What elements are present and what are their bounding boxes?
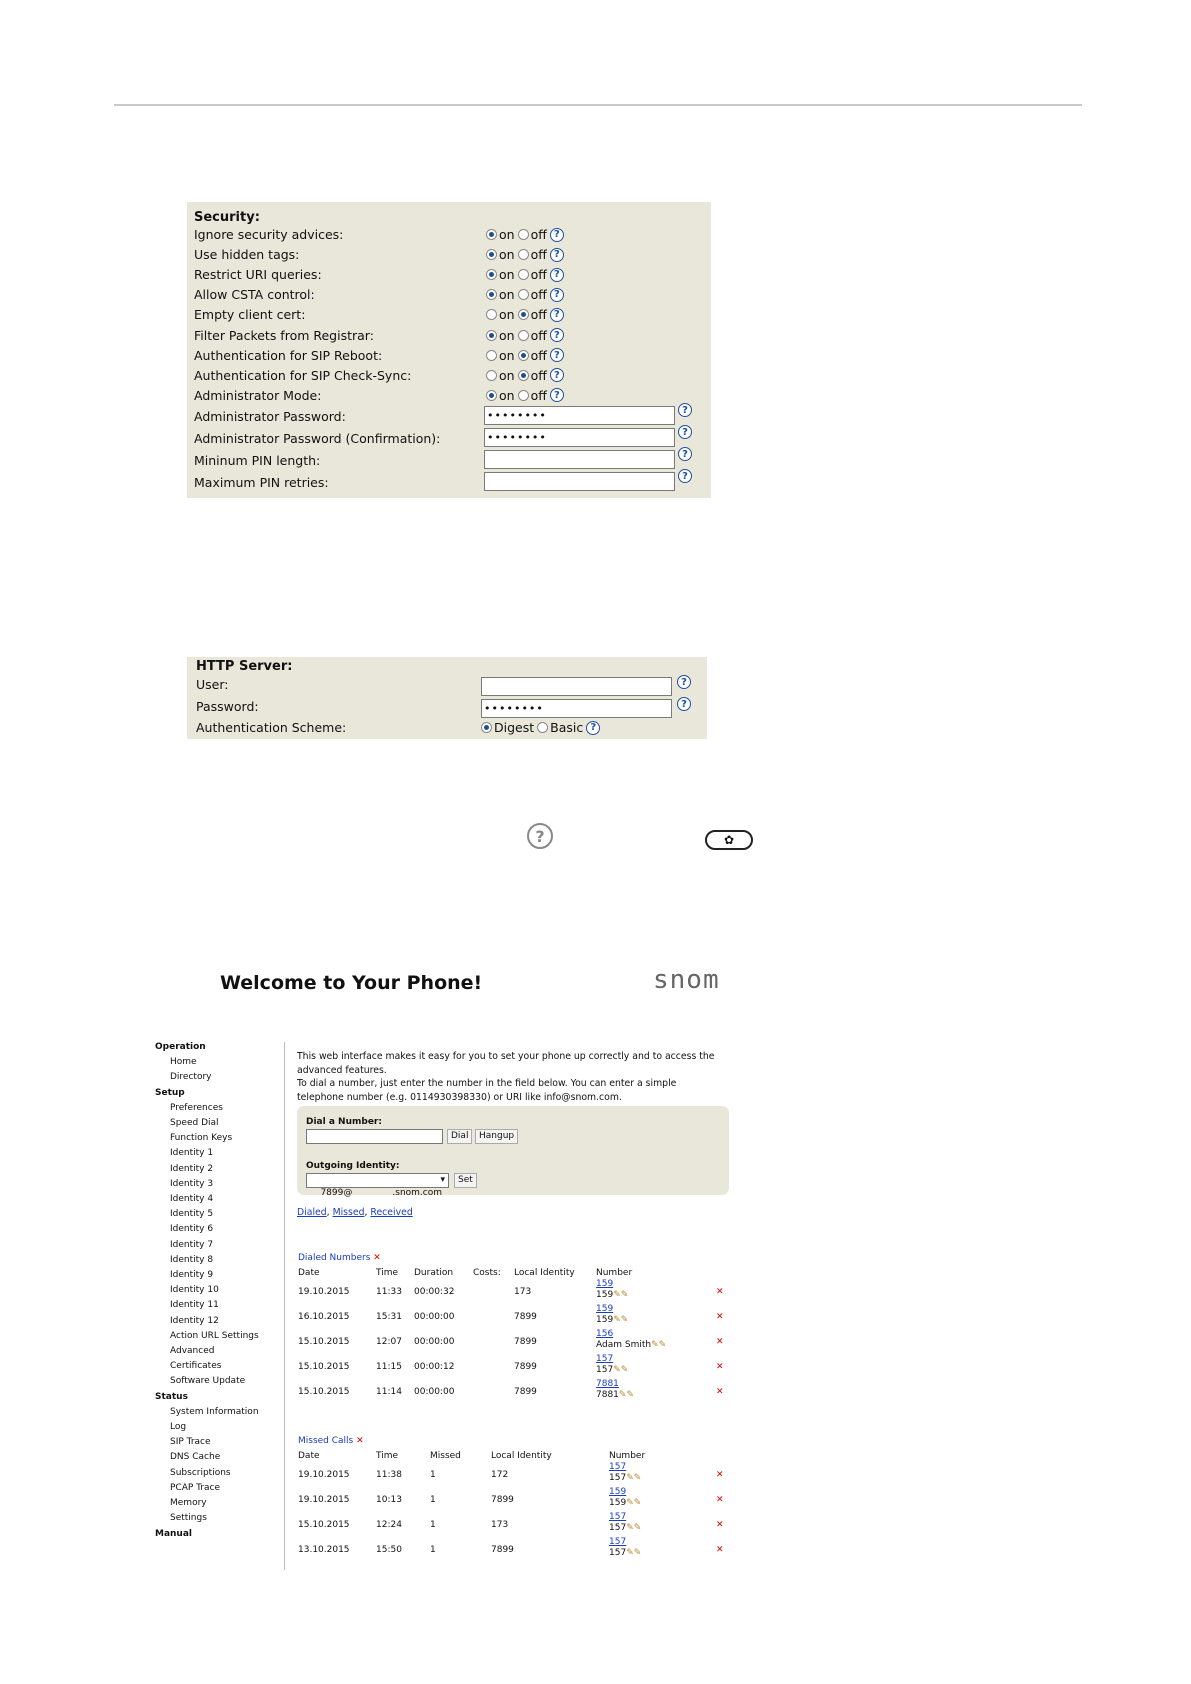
date-cell: 13.10.2015	[298, 1545, 350, 1555]
nav-item[interactable]: Identity 12	[170, 1315, 219, 1326]
local-identity-cell: 7899	[514, 1362, 537, 1372]
help-icon[interactable]: ?	[550, 288, 564, 302]
number-cell	[609, 1498, 641, 1508]
received-link[interactable]: Received	[370, 1207, 413, 1218]
delete-icon[interactable]: ✕	[716, 1495, 724, 1505]
on-radio[interactable]	[486, 370, 497, 381]
off-label: off	[530, 347, 547, 363]
time-cell: 15:50	[376, 1545, 402, 1555]
http-user-row	[187, 675, 707, 695]
nav-item[interactable]: Settings	[170, 1513, 207, 1524]
local-identity-cell: 7899	[491, 1495, 514, 1505]
delete-all-dialed-icon[interactable]: ✕	[373, 1253, 381, 1263]
on-off-radios	[486, 388, 564, 403]
date-cell: 19.10.2015	[298, 1470, 350, 1480]
off-radio[interactable]	[518, 289, 529, 300]
number-cell	[596, 1390, 634, 1400]
on-label: on	[499, 247, 515, 263]
number-link-text[interactable]: 157	[609, 1462, 627, 1472]
off-radio[interactable]	[518, 309, 529, 320]
nav-item[interactable]: Identity 5	[170, 1209, 214, 1220]
delete-icon[interactable]: ✕	[716, 1520, 724, 1530]
number-link[interactable]	[609, 1462, 626, 1472]
http-user-input[interactable]	[481, 677, 672, 696]
on-radio[interactable]	[486, 350, 497, 361]
setting-row	[187, 346, 711, 366]
nav-item[interactable]: Identity 3	[170, 1178, 214, 1189]
number-link-text[interactable]: 159	[596, 1279, 614, 1289]
help-icon[interactable]: ?	[550, 248, 564, 262]
http-server-panel	[187, 657, 707, 739]
web-sidebar-nav	[155, 1040, 259, 1542]
on-radio[interactable]	[486, 390, 497, 401]
edit-icon[interactable]: ✎	[633, 1498, 642, 1508]
setting-label: Filter Packets from Registrar:	[194, 327, 374, 343]
nav-item[interactable]: Identity 2	[170, 1163, 214, 1174]
auth-digest-radio[interactable]	[481, 722, 492, 733]
column-header: Date	[298, 1451, 320, 1461]
off-label: off	[530, 267, 547, 283]
number-text: 157	[609, 1473, 627, 1483]
off-label: off	[530, 307, 547, 323]
on-off-radios	[486, 307, 564, 322]
number-link[interactable]	[596, 1329, 613, 1339]
nav-item[interactable]: Preferences	[170, 1102, 223, 1113]
time-cell: 12:07	[376, 1337, 402, 1347]
date-cell: 15.10.2015	[298, 1387, 350, 1397]
edit-icon[interactable]: ✎	[633, 1548, 642, 1558]
number-link[interactable]	[596, 1279, 613, 1289]
off-label: off	[530, 287, 547, 303]
help-icon[interactable]: ?	[586, 721, 600, 735]
number-text: 159	[596, 1290, 614, 1300]
number-text: 7881	[596, 1390, 619, 1400]
http-auth-row	[187, 718, 707, 738]
on-radio[interactable]	[486, 309, 497, 320]
edit-icon[interactable]: ✎	[613, 1290, 621, 1300]
delete-icon[interactable]: ✕	[716, 1362, 724, 1372]
setting-row	[187, 326, 711, 346]
local-identity-cell: 172	[491, 1470, 509, 1480]
dial-button[interactable]: Dial	[447, 1129, 472, 1144]
edit-icon[interactable]: ✎	[658, 1340, 667, 1350]
edit-icon[interactable]: ✎	[626, 1523, 634, 1533]
on-radio[interactable]	[486, 249, 497, 260]
http-password-row	[187, 697, 707, 717]
edit-icon[interactable]: ✎	[626, 1548, 634, 1558]
nav-item[interactable]: Identity 11	[170, 1300, 219, 1311]
nav-item[interactable]: Speed Dial	[170, 1118, 219, 1129]
settings-key-icon: ✿	[705, 830, 753, 850]
help-icon[interactable]: ?	[550, 308, 564, 322]
nav-section-heading: Status	[155, 1391, 188, 1402]
column-header: Costs:	[473, 1268, 501, 1278]
security-panel	[187, 202, 711, 498]
on-radio[interactable]	[486, 289, 497, 300]
number-link-text[interactable]: 159	[596, 1304, 614, 1314]
edit-icon[interactable]: ✎	[620, 1290, 629, 1300]
delete-icon[interactable]: ✕	[716, 1470, 724, 1480]
time-cell: 12:24	[376, 1520, 402, 1530]
missed-calls-title: Missed Calls ✕	[298, 1436, 364, 1446]
number-text: Adam Smith	[596, 1340, 652, 1350]
nav-section-heading: Manual	[155, 1528, 193, 1539]
setting-label: Administrator Mode:	[194, 387, 322, 403]
help-icon[interactable]: ?	[678, 403, 692, 417]
missed-count-cell: 1	[430, 1520, 436, 1530]
number-cell	[609, 1548, 641, 1558]
number-cell	[596, 1290, 628, 1300]
intro-text-2: To dial a number, just enter the number in the field below. You can enter a simple telephone number (e.g. 0114930398330) or URI like info@snom.com.	[297, 1078, 677, 1103]
date-cell: 16.10.2015	[298, 1312, 350, 1322]
missed-count-cell: 1	[430, 1495, 436, 1505]
number-cell	[596, 1315, 628, 1325]
help-icon[interactable]: ?	[677, 675, 691, 689]
off-radio[interactable]	[518, 229, 529, 240]
on-label: on	[499, 267, 515, 283]
local-identity-cell: 7899	[514, 1387, 537, 1397]
intro-text-1: This web interface makes it easy for you to set your phone up correctly and to access the advanced features.	[297, 1051, 715, 1076]
edit-icon[interactable]: ✎	[620, 1315, 629, 1325]
setting-row	[187, 225, 711, 245]
setting-row	[187, 426, 711, 449]
off-radio[interactable]	[518, 249, 529, 260]
setting-row	[187, 245, 711, 265]
date-cell: 15.10.2015	[298, 1520, 350, 1530]
auth-scheme-radios	[481, 720, 600, 735]
setting-label: Empty client cert:	[194, 307, 306, 323]
nav-item[interactable]: Identity 6	[170, 1224, 214, 1235]
nav-item[interactable]: System Information	[170, 1406, 259, 1417]
nav-item[interactable]: Subscriptions	[170, 1467, 231, 1478]
setting-label: Mininum PIN length:	[194, 453, 321, 468]
setting-input[interactable]	[484, 472, 675, 491]
setting-row	[187, 404, 711, 427]
chevron-down-icon: ▾	[440, 1175, 445, 1185]
setting-label: Authentication for SIP Check-Sync:	[194, 367, 412, 383]
nav-item[interactable]: DNS Cache	[170, 1452, 221, 1463]
help-icon[interactable]: ?	[678, 447, 692, 461]
setting-row	[187, 386, 711, 406]
column-header: Date	[298, 1268, 320, 1278]
number-link-text[interactable]: 156	[596, 1329, 614, 1339]
local-identity-cell: 7899	[514, 1337, 537, 1347]
column-header: Duration	[414, 1268, 454, 1278]
column-header: Missed	[430, 1451, 461, 1461]
delete-all-missed-icon[interactable]: ✕	[356, 1436, 364, 1446]
setting-label: Ignore security advices:	[194, 227, 344, 242]
date-cell: 19.10.2015	[298, 1495, 350, 1505]
date-cell: 19.10.2015	[298, 1287, 350, 1297]
setting-row	[187, 470, 711, 493]
edit-icon[interactable]: ✎	[651, 1340, 659, 1350]
setting-row	[187, 366, 711, 386]
setting-row	[187, 265, 711, 285]
number-link[interactable]	[609, 1512, 626, 1522]
nav-item[interactable]: Function Keys	[170, 1133, 233, 1144]
date-cell: 15.10.2015	[298, 1362, 350, 1372]
number-cell	[609, 1473, 641, 1483]
duration-cell: 00:00:12	[414, 1362, 455, 1372]
off-radio[interactable]	[518, 350, 529, 361]
column-header: Time	[376, 1268, 399, 1278]
time-cell: 10:13	[376, 1495, 402, 1505]
help-icon[interactable]: ?	[550, 388, 564, 402]
setting-input[interactable]: ••••••••	[484, 406, 675, 425]
setting-label: Use hidden tags:	[194, 247, 300, 263]
dial-input[interactable]	[306, 1129, 443, 1144]
help-icon[interactable]: ?	[550, 228, 564, 242]
on-off-radios	[486, 267, 564, 282]
number-text: 159	[596, 1315, 614, 1325]
date-cell: 15.10.2015	[298, 1337, 350, 1347]
delete-icon[interactable]: ✕	[716, 1337, 724, 1347]
auth-basic-label: Basic	[550, 720, 584, 735]
snom-logo: snom	[653, 965, 720, 995]
nav-section-heading: Setup	[155, 1087, 185, 1098]
nav-item[interactable]: Identity 10	[170, 1285, 219, 1296]
missed-link[interactable]: Missed	[332, 1207, 365, 1218]
local-identity-cell: 173	[514, 1287, 532, 1297]
dialed-link[interactable]: Dialed	[297, 1207, 327, 1218]
setting-label: Administrator Password:	[194, 409, 346, 424]
number-link[interactable]	[596, 1304, 613, 1314]
nav-item[interactable]: Identity 8	[170, 1254, 214, 1265]
on-radio[interactable]	[486, 330, 497, 341]
nav-item[interactable]: Advanced	[170, 1346, 215, 1357]
on-off-radios	[486, 227, 564, 242]
duration-cell: 00:00:00	[414, 1312, 455, 1322]
set-button[interactable]: Set	[454, 1173, 477, 1188]
sidebar-divider	[284, 1042, 285, 1570]
dialed-numbers-title: Dialed Numbers ✕	[298, 1253, 381, 1263]
nav-item[interactable]: SIP Trace	[170, 1437, 211, 1448]
setting-label: Administrator Password (Confirmation):	[194, 431, 441, 446]
call-list-links: Dialed, Missed, Received	[297, 1207, 413, 1218]
setting-label: Authentication for SIP Reboot:	[194, 347, 383, 363]
number-text: 157	[609, 1523, 627, 1533]
on-radio[interactable]	[486, 229, 497, 240]
on-off-radios	[486, 348, 564, 363]
number-link[interactable]	[609, 1537, 626, 1547]
nav-section-heading: Operation	[155, 1042, 206, 1052]
on-off-radios	[486, 287, 564, 302]
nav-item[interactable]: Action URL Settings	[170, 1330, 259, 1341]
number-link-text[interactable]: 157	[609, 1537, 627, 1547]
nav-item[interactable]: Certificates	[170, 1361, 222, 1372]
outgoing-identity-value: 7899@ .snom.com	[320, 1188, 443, 1198]
nav-item[interactable]: Log	[170, 1422, 187, 1433]
nav-item[interactable]: Directory	[170, 1072, 212, 1083]
number-cell	[596, 1365, 628, 1375]
on-radio[interactable]	[486, 269, 497, 280]
dial-box	[297, 1106, 729, 1198]
on-label: on	[499, 307, 515, 323]
time-cell: 11:38	[376, 1470, 402, 1480]
duration-cell: 00:00:00	[414, 1387, 455, 1397]
http-password-input[interactable]: ••••••••	[481, 699, 672, 718]
help-icon[interactable]: ?	[678, 469, 692, 483]
local-identity-cell: 7899	[514, 1312, 537, 1322]
off-radio[interactable]	[518, 390, 529, 401]
setting-row	[187, 305, 711, 325]
time-cell: 11:33	[376, 1287, 402, 1297]
edit-icon[interactable]: ✎	[613, 1315, 621, 1325]
missed-count-cell: 1	[430, 1545, 436, 1555]
setting-row	[187, 448, 711, 471]
edit-icon[interactable]: ✎	[620, 1365, 629, 1375]
number-link-text[interactable]: 157	[596, 1354, 614, 1364]
web-page-title: Welcome to Your Phone!	[220, 972, 483, 994]
help-icon[interactable]: ?	[550, 348, 564, 362]
number-text: 159	[609, 1498, 627, 1508]
edit-icon[interactable]: ✎	[633, 1473, 642, 1483]
delete-icon[interactable]: ✕	[716, 1545, 724, 1555]
setting-input[interactable]	[484, 450, 675, 469]
setting-input[interactable]: ••••••••	[484, 428, 675, 447]
on-label: on	[499, 347, 515, 363]
nav-item[interactable]: Identity 7	[170, 1239, 214, 1250]
help-icon[interactable]: ?	[550, 368, 564, 382]
edit-icon[interactable]: ✎	[618, 1390, 627, 1400]
on-label: on	[499, 327, 515, 343]
column-header: Local Identity	[514, 1268, 575, 1278]
http-password-label: Password:	[196, 699, 259, 714]
number-text: 157	[596, 1365, 614, 1375]
setting-label: Restrict URI queries:	[194, 267, 322, 283]
off-label: off	[530, 327, 547, 343]
time-cell: 11:15	[376, 1362, 402, 1372]
outgoing-identity-select[interactable]	[306, 1173, 449, 1198]
outgoing-identity-label: Outgoing Identity:	[306, 1161, 400, 1171]
setting-label: Maximum PIN retries:	[194, 475, 329, 490]
auth-basic-radio[interactable]	[537, 722, 548, 733]
edit-icon[interactable]: ✎	[633, 1523, 642, 1533]
on-off-radios	[486, 247, 564, 262]
number-link[interactable]	[596, 1354, 613, 1364]
number-link-text[interactable]: 159	[609, 1487, 627, 1497]
column-header: Number	[596, 1268, 633, 1278]
number-link[interactable]	[596, 1379, 619, 1389]
nav-item[interactable]: Identity 4	[170, 1194, 214, 1205]
help-icon[interactable]: ?	[678, 425, 692, 439]
local-identity-cell: 173	[491, 1520, 509, 1530]
nav-item[interactable]: Identity 1	[170, 1148, 214, 1159]
number-text: 157	[609, 1548, 627, 1558]
nav-item[interactable]: Memory	[170, 1498, 207, 1509]
off-label: off	[530, 387, 547, 403]
on-label: on	[499, 367, 515, 383]
column-header: Number	[609, 1451, 646, 1461]
nav-item[interactable]: Home	[170, 1057, 197, 1068]
http-server-title: HTTP Server:	[196, 659, 293, 674]
delete-icon[interactable]: ✕	[716, 1287, 724, 1297]
hangup-button[interactable]: Hangup	[475, 1129, 518, 1144]
number-link-text[interactable]: 157	[609, 1512, 627, 1522]
setting-row	[187, 285, 711, 305]
on-off-radios	[486, 368, 564, 383]
on-label: on	[499, 387, 515, 403]
help-icon[interactable]: ?	[550, 268, 564, 282]
nav-item[interactable]: Identity 9	[170, 1270, 214, 1281]
help-circle-icon: ?	[527, 823, 553, 849]
security-title: Security:	[194, 210, 260, 225]
number-cell	[609, 1523, 641, 1533]
on-off-radios	[486, 328, 564, 343]
edit-icon[interactable]: ✎	[626, 1473, 634, 1483]
setting-label: Allow CSTA control:	[194, 287, 315, 303]
missed-count-cell: 1	[430, 1470, 436, 1480]
off-radio[interactable]	[518, 269, 529, 280]
page-header-rule	[114, 104, 1082, 106]
number-cell	[596, 1340, 666, 1350]
web-intro	[297, 1050, 722, 1104]
off-label: off	[530, 227, 547, 242]
edit-icon[interactable]: ✎	[626, 1390, 634, 1400]
edit-icon[interactable]: ✎	[613, 1365, 621, 1375]
duration-cell: 00:00:32	[414, 1287, 455, 1297]
nav-item[interactable]: PCAP Trace	[170, 1482, 221, 1493]
delete-icon[interactable]: ✕	[716, 1312, 724, 1322]
on-label: on	[499, 287, 515, 303]
off-radio[interactable]	[518, 370, 529, 381]
column-header: Time	[376, 1451, 399, 1461]
number-link-text[interactable]: 7881	[596, 1379, 619, 1389]
off-label: off	[530, 367, 547, 383]
edit-icon[interactable]: ✎	[626, 1498, 634, 1508]
delete-icon[interactable]: ✕	[716, 1387, 724, 1397]
nav-item[interactable]: Software Update	[170, 1376, 246, 1387]
number-link[interactable]	[609, 1487, 626, 1497]
off-label: off	[530, 247, 547, 263]
off-radio[interactable]	[518, 330, 529, 341]
time-cell: 15:31	[376, 1312, 402, 1322]
dial-label: Dial a Number:	[306, 1117, 382, 1127]
duration-cell: 00:00:00	[414, 1337, 455, 1347]
local-identity-cell: 7899	[491, 1545, 514, 1555]
column-header: Local Identity	[491, 1451, 552, 1461]
on-label: on	[499, 227, 515, 242]
http-user-label: User:	[196, 677, 229, 692]
help-icon[interactable]: ?	[550, 328, 564, 342]
help-icon[interactable]: ?	[677, 697, 691, 711]
auth-digest-label: Digest	[494, 720, 535, 735]
time-cell: 11:14	[376, 1387, 402, 1397]
http-auth-label: Authentication Scheme:	[196, 720, 347, 735]
